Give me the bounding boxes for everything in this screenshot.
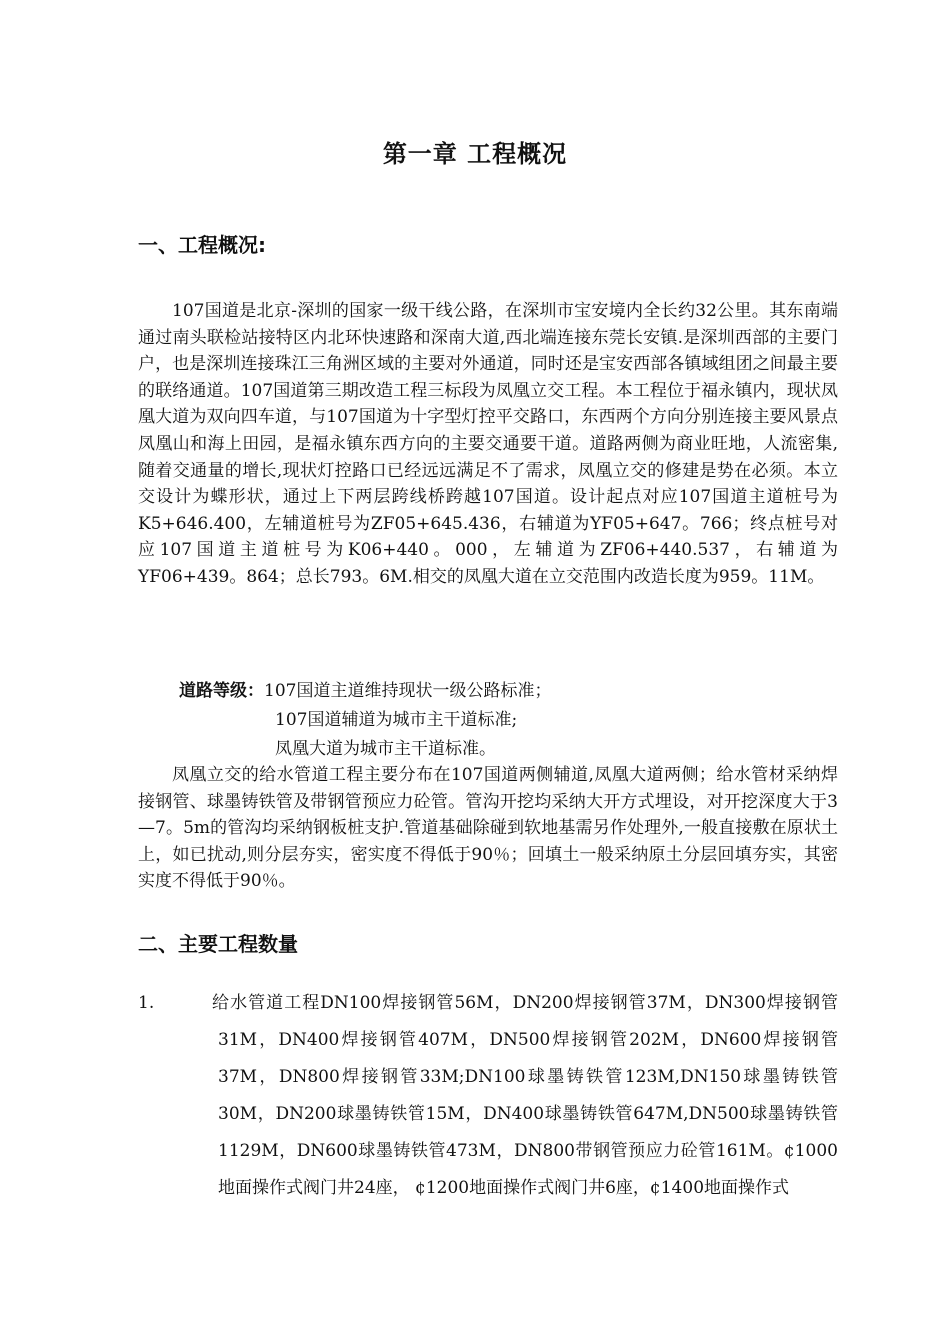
road-grade-line-2: 107国道辅道为城市主干道标准; bbox=[275, 710, 518, 730]
list-item bbox=[138, 985, 838, 1207]
section-heading-overview: 一、工程概况: bbox=[138, 233, 266, 257]
section-heading-quantities: 二、主要工程数量 bbox=[138, 932, 298, 956]
list-item-text: 给水管道工程DN100焊接钢管56M，DN200焊接钢管37M，DN300焊接钢管31M，DN400焊接钢管407M，DN500焊接钢管202M，DN600焊接钢管37M，DN800焊接钢管33M;DN100球墨铸铁管123M,DN150球墨铸铁管30M，DN200球墨铸铁管15M，DN400球墨铸铁管647M,DN500球墨铸铁管1129M，DN600球墨铸铁管473M，DN800带钢管预应力砼管161M。¢1000地面操作式阀门井24座， ¢1200地面操作式阀门井6座，¢1400地面操作式 bbox=[211, 993, 838, 1198]
chapter-title: 第一章 工程概况 bbox=[382, 140, 568, 168]
road-grade-line-3: 凤凰大道为城市主干道标准。 bbox=[275, 739, 496, 759]
road-grade-line-1: 107国道主道维持现状一级公路标准； bbox=[264, 681, 552, 701]
road-grade-label: 道路等级： bbox=[179, 681, 264, 701]
overview-paragraph: 107国道是北京-深圳的国家一级干线公路，在深圳市宝安境内全长约32公里。其东南端通过南头联检站接特区内北环快速路和深南大道,西北端连接东莞长安镇.是深圳西部的主要门户，也是深圳连接珠江三角洲区域的主要对外通道，同时还是宝安西部各镇域组团之间最主要的联络通道。107国道第三期改造工程三标段为凤凰立交工程。本工程位于福永镇内，现状凤凰大道为双向四车道，与107国道为十字型灯控平交路口，东西两个方向分别连接主要风景点凤凰山和海上田园，是福永镇东西方向的主要交通要干道。道路两侧为商业旺地，人流密集,随着交通量的增长,现状灯控路口已经远远满足不了需求，凤凰立交的修建是势在必须。本立交设计为蝶形状，通过上下两层跨线桥跨越107国道。设计起点对应107国道主道桩号为K5+646.400，左辅道桩号为ZF05+645.436，右辅道为YF05+647。766；终点桩号对应107国道主道桩号为K06+440。000，左辅道为ZF06+440.537，右辅道为YF06+439。864；总长793。6M.相交的凤凰大道在立交范围内改造长度为959。11M。 bbox=[138, 301, 838, 587]
list-item-number: 1. bbox=[138, 993, 155, 1013]
road-grade-block bbox=[179, 677, 551, 764]
quantities-list bbox=[138, 985, 838, 1207]
water-pipe-paragraph: 凤凰立交的给水管道工程主要分布在107国道两侧辅道,凤凰大道两侧；给水管材采纳焊接钢管、球墨铸铁管及带钢管预应力砼管。管沟开挖均采纳大开方式埋设，对开挖深度大于3—7。5m的管沟均采纳钢板桩支护.管道基础除碰到软地基需另作处理外,一般直接敷在原状土上，如已扰动,则分层夯实，密实度不得低于90％；回填土一般采纳原土分层回填夯实，其密实度不得低于90％。 bbox=[138, 765, 838, 892]
